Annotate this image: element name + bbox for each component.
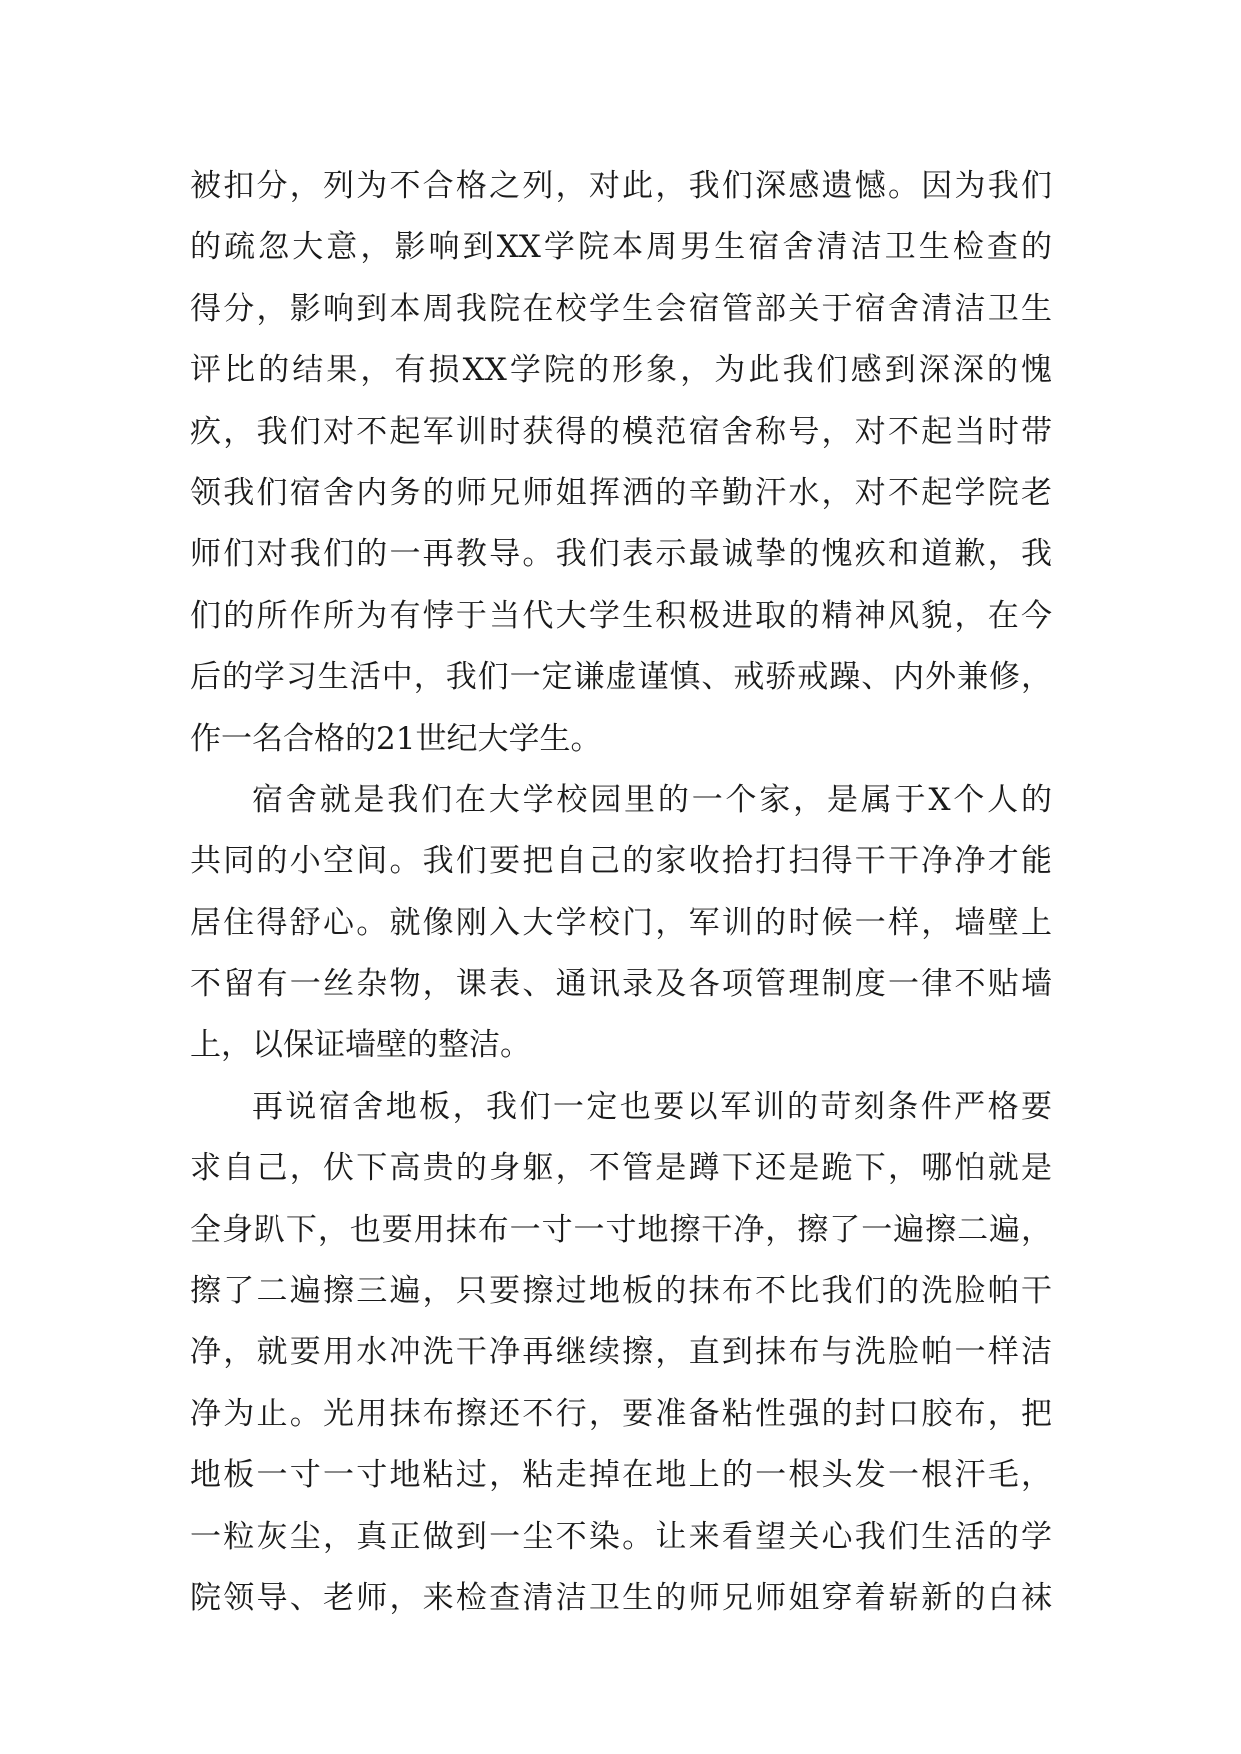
text-line: 被扣分，列为不合格之列，对此，我们深感遗憾。因为我们 [190, 168, 1052, 204]
text-line: 作一名合格的21世纪大学生。 [190, 720, 602, 757]
paragraph-2 [190, 770, 1052, 1077]
text-line: 一粒灰尘，真正做到一尘不染。让来看望关心我们生活的学 [190, 1518, 1052, 1555]
text-line: 后的学习生活中，我们一定谦虚谨慎、戒骄戒躁、内外兼修， [190, 659, 1052, 696]
text-line: 净为止。光用抹布擦还不行，要准备粘性强的封口胶布，把 [190, 1395, 1052, 1432]
text-line: 全身趴下，也要用抹布一寸一寸地擦干净，擦了一遍擦二遍， [190, 1211, 1052, 1248]
text-line: 的疏忽大意，影响到XX学院本周男生宿舍清洁卫生检查的 [190, 229, 1052, 266]
text-line: 上，以保证墙壁的整洁。 [190, 1027, 531, 1064]
text-line: 得分，影响到本周我院在校学生会宿管部关于宿舍清洁卫生 [190, 290, 1052, 327]
text-line: 们的所作所为有悖于当代大学生积极进取的精神风貌，在今 [190, 597, 1052, 634]
text-line: 疚，我们对不起军训时获得的模范宿舍称号，对不起当时带 [190, 413, 1052, 450]
text-line: 评比的结果，有损XX学院的形象，为此我们感到深深的愧 [190, 352, 1052, 389]
text-line: 擦了二遍擦三遍，只要擦过地板的抹布不比我们的洗脸帕干 [190, 1273, 1052, 1310]
text-line: 领我们宿舍内务的师兄师姐挥洒的辛勤汗水，对不起学院老 [190, 474, 1052, 511]
text-line: 宿舍就是我们在大学校园里的一个家，是属于X个人的 [252, 781, 1052, 818]
paragraph-1 [190, 156, 1052, 770]
text-line: 求自己，伏下高贵的身躯，不管是蹲下还是跪下，哪怕就是 [190, 1150, 1052, 1187]
text-line: 地板一寸一寸地粘过，粘走掉在地上的一根头发一根汗毛， [190, 1457, 1052, 1494]
body-text [190, 156, 1052, 1629]
text-line: 再说宿舍地板，我们一定也要以军训的苛刻条件严格要 [252, 1088, 1052, 1125]
text-line: 净，就要用水冲洗干净再继续擦，直到抹布与洗脸帕一样洁 [190, 1334, 1052, 1371]
text-line: 不留有一丝杂物，课表、通讯录及各项管理制度一律不贴墙 [190, 966, 1052, 1003]
text-line: 师们对我们的一再教导。我们表示最诚挚的愧疚和道歉，我 [190, 536, 1052, 573]
paragraph-3 [190, 1077, 1052, 1630]
text-line: 居住得舒心。就像刚入大学校门，军训的时候一样，墙壁上 [190, 904, 1052, 941]
text-line: 共同的小空间。我们要把自己的家收拾打扫得干干净净才能 [190, 843, 1052, 880]
text-line: 院领导、老师，来检查清洁卫生的师兄师姐穿着崭新的白袜 [190, 1579, 1052, 1616]
